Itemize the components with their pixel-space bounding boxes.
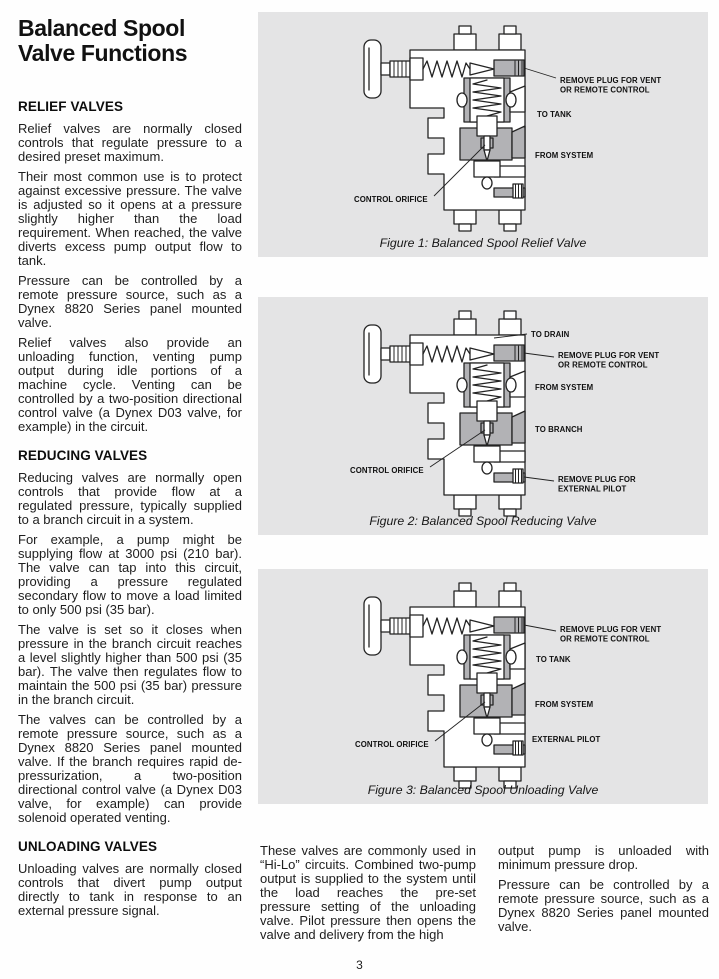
paragraph: Relief valves are normally closed controls that regulate pressure to a desired preset maximum. (18, 121, 242, 164)
svg-text:REMOVE PLUG FOR: REMOVE PLUG FOR (558, 475, 636, 484)
bottom-right-text-column (498, 844, 709, 940)
svg-text:TO TANK: TO TANK (536, 655, 571, 664)
page-number: 3 (356, 958, 363, 972)
relief-valve-cross-section-diagram (258, 14, 708, 232)
page-title (18, 16, 187, 66)
paragraph: The valve is set so it closes when pressure in the branch circuit reaches a level slightly higher than 500 psi (35 bar). The valve then regulates flow to maintain the 500 psi (35 bar) pressure in the branch circuit. (18, 622, 242, 707)
paragraph: output pump is unloaded with minimum pressure drop. (498, 843, 709, 872)
section-heading-reducing-valves: REDUCING VALVES (18, 448, 148, 463)
svg-text:REMOVE PLUG FOR VENT: REMOVE PLUG FOR VENT (560, 76, 662, 85)
svg-text:CONTROL ORIFICE: CONTROL ORIFICE (350, 466, 424, 475)
svg-text:CONTROL ORIFICE: CONTROL ORIFICE (355, 740, 429, 749)
svg-text:REMOVE PLUG FOR VENT: REMOVE PLUG FOR VENT (560, 625, 662, 634)
svg-text:CONTROL ORIFICE: CONTROL ORIFICE (354, 195, 428, 204)
svg-text:TO TANK: TO TANK (537, 110, 572, 119)
svg-text:TO DRAIN: TO DRAIN (531, 330, 570, 339)
svg-text:FROM SYSTEM: FROM SYSTEM (535, 151, 594, 160)
svg-text:OR REMOTE CONTROL: OR REMOTE CONTROL (558, 360, 648, 370)
section-heading-relief-valves: RELIEF VALVES (18, 99, 124, 114)
svg-text:TO BRANCH: TO BRANCH (535, 425, 583, 434)
figure-2-caption: Figure 2: Balanced Spool Reducing Valve (369, 514, 597, 528)
section-heading-unloading-valves: UNLOADING VALVES (18, 839, 158, 854)
paragraph: Their most common use is to protect against excessive pressure. The valve is adjusted so it opens at a pressure slightly higher than the load requirement. When reached, the valve diverts excess pump output flow to tank. (18, 169, 242, 268)
svg-text:OR REMOTE CONTROL: OR REMOTE CONTROL (560, 85, 650, 95)
figure-3-panel (258, 569, 708, 804)
svg-text:OR REMOTE CONTROL: OR REMOTE CONTROL (560, 634, 650, 644)
paragraph: Unloading valves are normally closed controls that divert pump output directly to tank in response to an external pressure signal. (18, 861, 242, 918)
figure-3-caption: Figure 3: Balanced Spool Unloading Valve (367, 783, 599, 797)
figure-1-panel (258, 12, 708, 257)
svg-text:FROM SYSTEM: FROM SYSTEM (535, 700, 594, 709)
reducing-valve-cross-section-diagram (258, 299, 708, 517)
svg-text:FROM SYSTEM: FROM SYSTEM (535, 383, 594, 392)
paragraph: For example, a pump might be supplying flow at 3000 psi (210 bar). The valve can tap into this circuit, providing a pressure regulated secondary flow to move a load limited to only 500 psi (35 bar). (18, 532, 242, 617)
figure-1-caption: Figure 1: Balanced Spool Relief Valve (379, 236, 587, 250)
title-line-1: Balanced Spool (18, 15, 185, 41)
paragraph: Pressure can be controlled by a remote pressure source, such as a Dynex 8820 Series panel mounted valve. (18, 273, 242, 330)
paragraph: Reducing valves are normally open controls that provide flow at a regulated pressure, typically supplied to a branch circuit in a system. (18, 470, 242, 527)
paragraph: Relief valves also provide an unloading function, venting pump output during idle portions of a machine cycle. Venting can be controlled by a two-position directional control valve (a Dynex D03 valve, for example) in the circuit. (18, 335, 242, 434)
left-text-column (18, 99, 242, 924)
svg-text:REMOVE PLUG FOR VENT: REMOVE PLUG FOR VENT (558, 351, 660, 360)
svg-text:EXTERNAL PILOT: EXTERNAL PILOT (558, 484, 627, 494)
title-line-2: Valve Functions (18, 40, 188, 66)
bottom-middle-text-column (260, 844, 476, 948)
paragraph: The valves can be controlled by a remote pressure source, such as a Dynex 8820 Series panel mounted valve. If the branch requires rapid de-pressurization, a two-position directional control valve (a Dynex D03 valve, for example) can provide solenoid operated venting. (18, 712, 242, 825)
svg-text:EXTERNAL PILOT: EXTERNAL PILOT (532, 735, 601, 744)
paragraph: These valves are commonly used in “Hi-Lo” circuits. Combined two-pump output is supplied to the system until the load reaches the pre-set pressure setting of the unloading valve. Pilot pressure then opens the valve and delivery from the high (260, 843, 476, 942)
figure-2-panel (258, 297, 708, 535)
unloading-valve-cross-section-diagram (258, 571, 708, 789)
paragraph: Pressure can be controlled by a remote pressure source, such as a Dynex 8820 Series panel mounted valve. (498, 877, 709, 934)
